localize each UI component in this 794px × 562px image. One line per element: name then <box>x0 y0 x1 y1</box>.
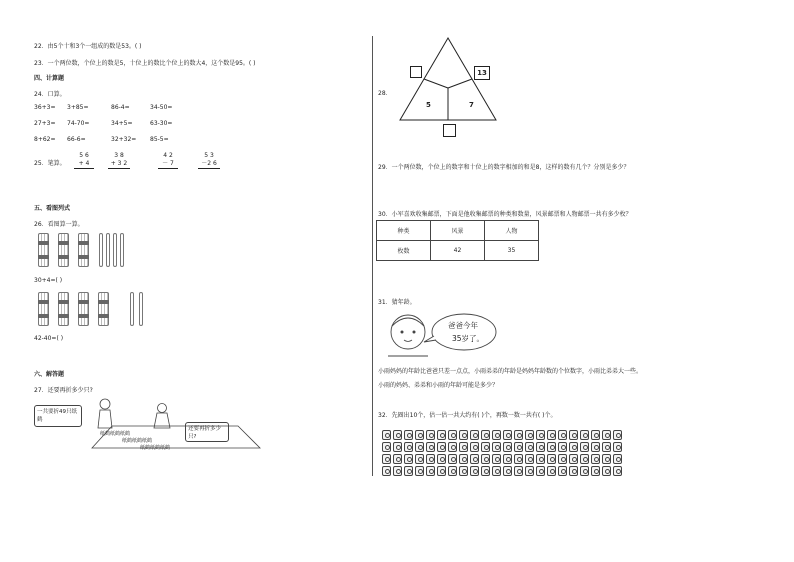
crane-label: 纸鹤纸鹤纸鹤 <box>100 431 131 437</box>
stick-bundle-icon <box>98 292 109 326</box>
counter-icon[interactable] <box>525 430 534 440</box>
single-stick-icon <box>99 233 103 267</box>
operand-top: 5 6 <box>79 152 89 159</box>
table-cell: 人物 <box>485 221 539 241</box>
equation-1: 30+4=( ) <box>34 277 63 284</box>
counter-icon[interactable] <box>382 442 391 452</box>
counter-icon[interactable] <box>470 430 479 440</box>
counter-icon[interactable] <box>481 430 490 440</box>
question-31: 31．猜年龄。 <box>378 299 416 306</box>
oral-item: 66-6= <box>67 136 86 143</box>
counter-icon[interactable] <box>591 466 600 476</box>
answer-box-bottom[interactable] <box>443 124 456 137</box>
counter-icon[interactable] <box>525 466 534 476</box>
stamp-table <box>376 220 539 261</box>
question-22: 22．由5个十和3个一组成的数是53。( ) <box>34 43 142 50</box>
counter-icon[interactable] <box>437 430 446 440</box>
counter-icon[interactable] <box>448 466 457 476</box>
counter-icon[interactable] <box>536 430 545 440</box>
counter-icon[interactable] <box>393 442 402 452</box>
stick-bundle-icon <box>38 292 49 326</box>
counter-icon[interactable] <box>602 466 611 476</box>
triangle-right-value: 7 <box>469 101 474 109</box>
stick-bundle-icon <box>78 292 89 326</box>
counter-icon[interactable] <box>404 454 413 464</box>
operand-top: 3 8 <box>114 152 124 159</box>
oral-item: 74-70= <box>67 120 90 127</box>
oral-item: 34+5= <box>111 120 133 127</box>
table-row <box>377 241 539 261</box>
number-triangle <box>398 36 498 126</box>
written-calc-4 <box>198 152 220 169</box>
counter-icon[interactable] <box>415 442 424 452</box>
oral-item: 86-4= <box>111 104 130 111</box>
counter-icon[interactable] <box>580 442 589 452</box>
counter-icon[interactable] <box>613 454 622 464</box>
oral-item: 34-50= <box>150 104 173 111</box>
counter-icon[interactable] <box>448 430 457 440</box>
single-stick-icon <box>106 233 110 267</box>
counter-icon[interactable] <box>558 466 567 476</box>
counter-icon[interactable] <box>591 454 600 464</box>
stick-bundle-icon <box>58 233 69 267</box>
counter-icon[interactable] <box>547 430 556 440</box>
counter-icon[interactable] <box>503 454 512 464</box>
counter-icon[interactable] <box>558 430 567 440</box>
counter-icon[interactable] <box>569 430 578 440</box>
table-cell: 35 <box>485 241 539 261</box>
question-30: 30．小军喜欢收集邮票，下面是他收集邮票的种类和数量，风景邮票和人物邮票一共有多少枚？ <box>378 211 632 218</box>
counter-icon[interactable] <box>470 466 479 476</box>
counter-icon[interactable] <box>547 442 556 452</box>
counter-icon[interactable] <box>503 442 512 452</box>
counter-icon[interactable] <box>448 442 457 452</box>
column-divider <box>372 36 373 476</box>
counter-icon[interactable] <box>393 454 402 464</box>
section-5-title: 五、看图列式 <box>34 205 71 212</box>
counter-icon[interactable] <box>393 466 402 476</box>
counter-icon[interactable] <box>514 466 523 476</box>
question-23: 23．一个两位数，个位上的数是5，十位上的数比个位上的数大4，这个数是95。( ) <box>34 60 256 67</box>
counter-icon[interactable] <box>393 430 402 440</box>
counter-icon[interactable] <box>382 430 391 440</box>
counter-icon[interactable] <box>426 454 435 464</box>
counter-icon[interactable] <box>404 466 413 476</box>
counter-icon[interactable] <box>580 430 589 440</box>
counter-icon[interactable] <box>492 442 501 452</box>
oral-item: 32+32= <box>111 136 137 143</box>
counter-icon[interactable] <box>382 454 391 464</box>
counter-icon[interactable] <box>503 466 512 476</box>
counter-icon[interactable] <box>503 430 512 440</box>
table-cell: 枚数 <box>377 241 431 261</box>
counter-icon[interactable] <box>492 430 501 440</box>
written-calc-1 <box>74 152 94 169</box>
counter-icon[interactable] <box>558 454 567 464</box>
single-stick-icon <box>120 233 124 267</box>
counter-icon[interactable] <box>459 466 468 476</box>
counter-icon[interactable] <box>459 430 468 440</box>
operand-bottom: － 7 <box>162 160 174 167</box>
counter-icon[interactable] <box>481 442 490 452</box>
oral-item: 63-30= <box>150 120 173 127</box>
operand-bottom: + 3 2 <box>110 160 128 167</box>
stick-bundle-icon <box>58 292 69 326</box>
single-stick-icon <box>139 292 143 326</box>
counter-icon[interactable] <box>569 466 578 476</box>
counter-icon[interactable] <box>602 442 611 452</box>
counter-icon[interactable] <box>437 466 446 476</box>
single-stick-icon <box>130 292 134 326</box>
section-4-title: 四、计算题 <box>34 75 65 82</box>
counter-icon[interactable] <box>525 454 534 464</box>
written-calc-3 <box>158 152 178 169</box>
counter-icon[interactable] <box>514 430 523 440</box>
counter-icon[interactable] <box>437 454 446 464</box>
operand-bottom: + 4 <box>78 160 90 167</box>
table-row <box>377 221 539 241</box>
speech-line-2: 35岁了。 <box>452 334 485 343</box>
question-31-text-2: 小雨的妈妈、弟弟和小雨的年龄可能是多少？ <box>378 382 499 389</box>
counter-icon[interactable] <box>569 454 578 464</box>
counter-icon[interactable] <box>558 442 567 452</box>
crane-label: 纸鹤纸鹤纸鹤 <box>122 438 153 444</box>
counter-icon[interactable] <box>602 430 611 440</box>
oral-item: 3+85= <box>67 104 89 111</box>
question-24: 24．口算。 <box>34 91 66 98</box>
answer-box-left[interactable] <box>410 66 422 78</box>
speech-bubble-right: 还要再折多少只? <box>185 422 229 442</box>
section-6-title: 六、解答题 <box>34 371 65 378</box>
counter-icon[interactable] <box>415 454 424 464</box>
single-stick-icon <box>113 233 117 267</box>
counter-icon[interactable] <box>536 454 545 464</box>
counter-icon[interactable] <box>602 454 611 464</box>
counter-icon[interactable] <box>514 454 523 464</box>
counter-icon[interactable] <box>613 466 622 476</box>
counter-icon[interactable] <box>470 442 479 452</box>
counter-icon[interactable] <box>514 442 523 452</box>
counter-icon[interactable] <box>591 442 600 452</box>
question-31-text-1: 小雨妈妈的年龄比爸爸只差一点点，小雨弟弟的年龄是妈妈年龄数的个位数字，小雨比弟弟大一些。 <box>378 368 643 375</box>
oral-item: 85-5= <box>150 136 169 143</box>
counter-icon[interactable] <box>569 442 578 452</box>
counter-icon[interactable] <box>481 454 490 464</box>
counter-icon[interactable] <box>382 466 391 476</box>
speech-bubble-left: 一共要折49只纸鹤 <box>34 405 82 427</box>
crane-scene-illustration <box>60 398 300 460</box>
operand-top: 5 3 <box>204 152 214 159</box>
counter-icon[interactable] <box>470 454 479 464</box>
table-cell: 种类 <box>377 221 431 241</box>
table-cell: 风景 <box>431 221 485 241</box>
question-32: 32．先圈出10个，估一估一共大约有( )个，再数一数一共有( )个。 <box>378 412 557 419</box>
oral-item: 27+3= <box>34 120 56 127</box>
stick-bundle-icon <box>78 233 89 267</box>
counter-icon[interactable] <box>426 442 435 452</box>
counter-icon[interactable] <box>481 466 490 476</box>
counter-icon[interactable] <box>613 430 622 440</box>
counter-icon[interactable] <box>580 466 589 476</box>
table-cell: 42 <box>431 241 485 261</box>
counter-icon[interactable] <box>459 442 468 452</box>
counter-icon[interactable] <box>459 454 468 464</box>
counter-icon[interactable] <box>415 430 424 440</box>
counter-icon[interactable] <box>492 466 501 476</box>
counter-icon[interactable] <box>404 442 413 452</box>
stick-bundle-icon <box>38 233 49 267</box>
question-29: 29．一个两位数，个位上的数字和十位上的数字相加的和是8，这样的数有几个？分别是多少？ <box>378 164 630 171</box>
operand-bottom: －2 6 <box>201 160 217 167</box>
oral-item: 8+62= <box>34 136 56 143</box>
counter-icon[interactable] <box>613 442 622 452</box>
counter-icon[interactable] <box>437 442 446 452</box>
counter-icon[interactable] <box>448 454 457 464</box>
counter-icon[interactable] <box>426 430 435 440</box>
counter-icon[interactable] <box>536 466 545 476</box>
question-26: 26．看图算一算。 <box>34 221 84 228</box>
counter-icon[interactable] <box>525 442 534 452</box>
counter-icon[interactable] <box>536 442 545 452</box>
triangle-left-value: 5 <box>426 101 431 109</box>
counter-icon[interactable] <box>580 454 589 464</box>
given-box-right: 13 <box>474 66 490 80</box>
counter-icon[interactable] <box>426 466 435 476</box>
counter-icon[interactable] <box>404 430 413 440</box>
equation-2: 42-40=( ) <box>34 335 64 342</box>
written-calc-2 <box>108 152 130 169</box>
question-27: 27．还要再折多少只? <box>34 387 93 394</box>
crane-label: 纸鹤纸鹤纸鹤 <box>140 445 171 451</box>
question-28: 28． <box>378 90 392 97</box>
counter-icon[interactable] <box>547 466 556 476</box>
counter-icon[interactable] <box>492 454 501 464</box>
counter-icon[interactable] <box>591 430 600 440</box>
counter-icon[interactable] <box>415 466 424 476</box>
oral-item: 36+3= <box>34 104 56 111</box>
question-25: 25．笔算。 <box>34 160 66 167</box>
speech-line-1: 爸爸今年 <box>448 321 478 330</box>
counter-icon[interactable] <box>547 454 556 464</box>
operand-top: 4 2 <box>163 152 173 159</box>
